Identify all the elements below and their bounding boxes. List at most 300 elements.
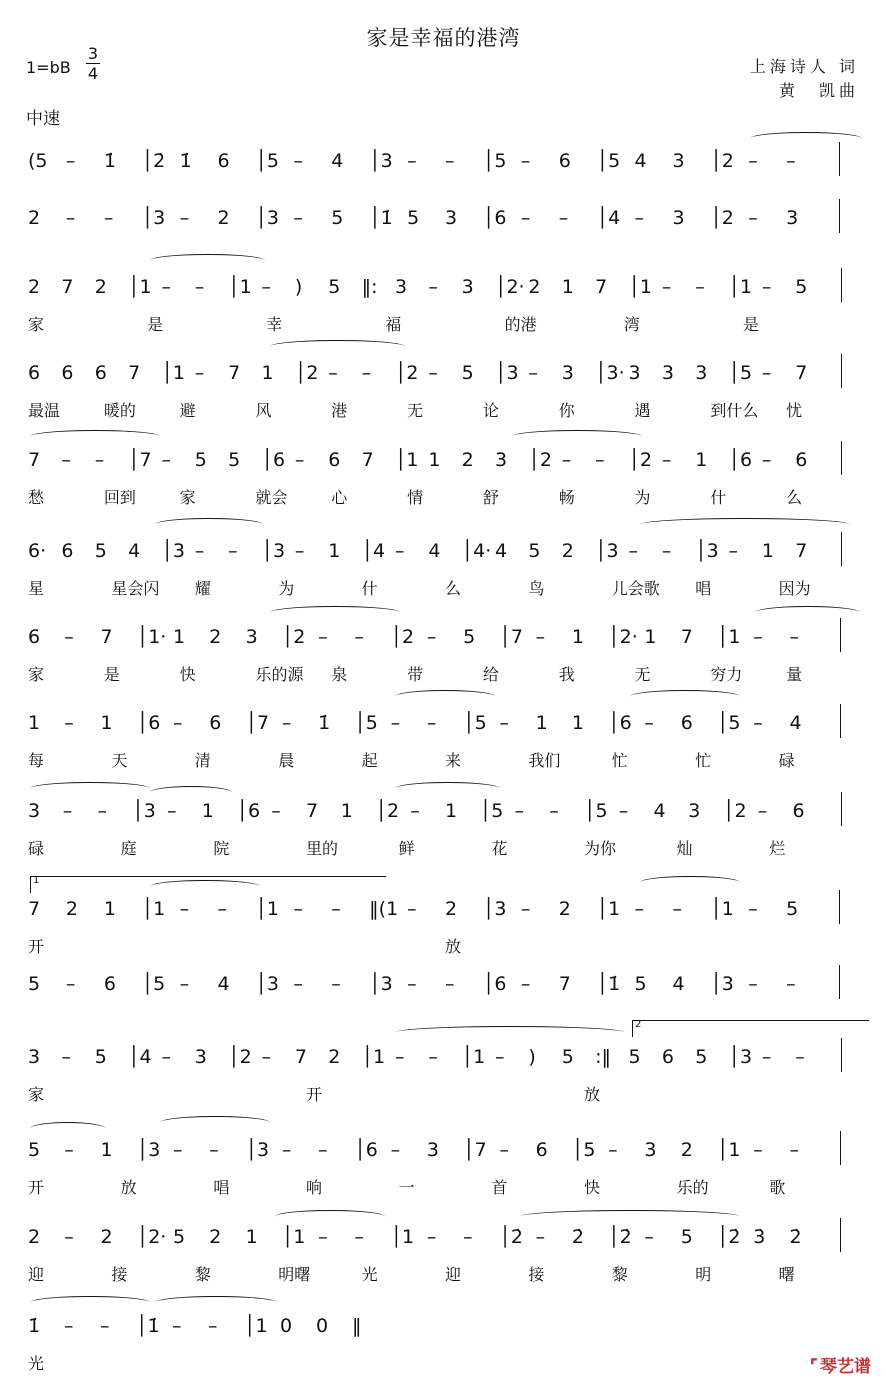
bar-line xyxy=(841,354,842,388)
note: – xyxy=(428,1046,438,1068)
note: │3 xyxy=(161,540,185,562)
note: 7 xyxy=(128,362,141,384)
note: 2 xyxy=(28,276,41,298)
lyric-syllable: 忧 xyxy=(786,401,803,420)
lyric-syllable: 明 xyxy=(695,1265,712,1284)
note: 0 xyxy=(316,1315,329,1337)
note: 7 xyxy=(361,449,374,471)
bar-line xyxy=(840,1131,841,1165)
lyrics-line xyxy=(0,934,887,954)
note: 2 xyxy=(217,207,230,229)
note: 2 xyxy=(328,1046,341,1068)
note: – xyxy=(661,449,672,471)
notes-line xyxy=(0,1315,887,1341)
note: – xyxy=(672,898,682,920)
note: │1 xyxy=(596,898,621,920)
lyric-syllable: 风 xyxy=(255,401,272,420)
note: – xyxy=(520,973,531,995)
note: – xyxy=(281,712,292,734)
volta-bracket xyxy=(632,1020,869,1037)
slur-arc xyxy=(270,340,405,353)
note: – xyxy=(728,540,739,562)
lyric-syllable: 回到 xyxy=(103,488,136,507)
note: │6 xyxy=(482,207,507,229)
note: 4 xyxy=(789,712,802,734)
note: – xyxy=(786,973,796,995)
lyric-syllable: 乐的 xyxy=(676,1178,709,1197)
note: │3 xyxy=(369,150,393,172)
slur-arc xyxy=(640,518,850,531)
notes-line xyxy=(0,626,887,652)
lyrics-line xyxy=(0,485,887,505)
note: – xyxy=(520,150,531,172)
note: 3 xyxy=(394,276,408,298)
note: │2̇ xyxy=(608,1226,632,1248)
note: – xyxy=(64,712,74,734)
lyric-syllable: 么 xyxy=(786,488,803,507)
lyric-syllable: 是 xyxy=(147,315,164,334)
note: – xyxy=(103,207,114,229)
note: │3 xyxy=(245,1139,270,1161)
note: – xyxy=(789,1139,799,1161)
note: ‖ xyxy=(352,1315,362,1337)
note: – xyxy=(390,1139,401,1161)
note: 5 xyxy=(173,1226,186,1248)
slur-arc xyxy=(30,430,160,443)
lyric-syllable: 响 xyxy=(306,1178,323,1197)
notes-line xyxy=(0,1046,887,1072)
note: │5 xyxy=(482,150,507,172)
note: 3 xyxy=(245,626,258,648)
note: 1 xyxy=(261,362,274,384)
note: – xyxy=(428,276,438,298)
lyric-syllable: 情 xyxy=(407,488,424,507)
lyric-syllable: 曙 xyxy=(778,1265,795,1284)
lyric-syllable: 什 xyxy=(361,579,378,598)
note: 6 xyxy=(28,362,41,384)
lyric-syllable: 唱 xyxy=(213,1178,230,1197)
note: – xyxy=(795,1046,805,1068)
note: 5 xyxy=(795,276,808,298)
lyric-syllable: 首 xyxy=(491,1178,508,1197)
note: 3 xyxy=(786,207,799,229)
lyric-syllable: 儿会歌 xyxy=(611,579,660,598)
note: │2 xyxy=(228,1046,252,1068)
note: – xyxy=(445,150,455,172)
note: – xyxy=(194,540,205,562)
note: 4 xyxy=(495,540,508,562)
lyric-syllable: 花 xyxy=(491,839,508,858)
note: │2 xyxy=(375,800,400,822)
lyric-syllable: 迎 xyxy=(445,1265,462,1284)
lyric-syllable: 迎 xyxy=(28,1265,45,1284)
slur-arc xyxy=(160,1116,270,1129)
note: – xyxy=(520,898,531,920)
page-title: 家是幸福的港湾 xyxy=(366,26,521,50)
lyricist-credit: 上海诗人 词 xyxy=(749,57,859,76)
note: 6 xyxy=(103,973,116,995)
note: │5 xyxy=(141,973,166,995)
note: 1 xyxy=(103,898,116,920)
note: – xyxy=(748,207,758,229)
lyric-syllable: 光 xyxy=(28,1354,45,1373)
slur-arc xyxy=(270,606,400,619)
notes-line xyxy=(0,1139,887,1165)
lyric-syllable: 鲜 xyxy=(398,839,415,858)
note: 5 xyxy=(463,626,476,648)
lyric-syllable: 无 xyxy=(634,665,651,684)
lyric-syllable: 起 xyxy=(361,751,378,770)
note: │3 xyxy=(132,800,156,822)
note: │2̇ xyxy=(716,1226,741,1248)
note: 2 xyxy=(528,276,541,298)
note: – xyxy=(748,150,758,172)
note: │1 xyxy=(128,276,152,298)
note: 7 xyxy=(558,973,571,995)
note: │1 xyxy=(461,1046,486,1068)
lyric-syllable: 论 xyxy=(482,401,499,420)
note: 3 xyxy=(461,276,474,298)
note: 5 xyxy=(634,973,647,995)
lyric-syllable: 灿 xyxy=(676,839,693,858)
slur-arc xyxy=(30,782,150,795)
note: 5 xyxy=(228,449,241,471)
note: │1̇ xyxy=(136,1315,160,1337)
note: 5 xyxy=(407,207,420,229)
note: 6 xyxy=(61,362,74,384)
lyric-syllable: 开 xyxy=(306,1085,323,1104)
note: – xyxy=(167,800,177,822)
note: │6 xyxy=(354,1139,378,1161)
lyric-syllable: 是 xyxy=(103,665,120,684)
note: ‖: xyxy=(361,276,378,298)
lyric-syllable: 遇 xyxy=(634,401,651,420)
note: – xyxy=(407,150,417,172)
lyric-syllable: 烂 xyxy=(769,839,786,858)
notes-line xyxy=(0,207,887,233)
lyric-syllable: 晨 xyxy=(278,751,295,770)
note: │1 xyxy=(628,276,652,298)
lyric-syllable: 黎 xyxy=(611,1265,628,1284)
lyric-syllable: 避 xyxy=(179,401,196,420)
lyric-syllable: 乐的源 xyxy=(255,665,304,684)
lyric-syllable: 我们 xyxy=(528,751,561,770)
lyric-syllable: 一 xyxy=(398,1178,415,1197)
note: 5 xyxy=(28,1139,41,1161)
lyric-syllable: 快 xyxy=(179,665,196,684)
slur-arc xyxy=(520,1210,740,1223)
lyric-syllable: 家 xyxy=(179,488,196,507)
note: │2 xyxy=(390,626,415,648)
slur-arc xyxy=(155,518,263,531)
lyric-syllable: 穷力 xyxy=(710,665,743,684)
note: – xyxy=(695,276,705,298)
notes-line xyxy=(0,898,887,924)
note: 6 xyxy=(792,800,805,822)
lyric-syllable: 什 xyxy=(710,488,727,507)
lyric-syllable: 给 xyxy=(482,665,499,684)
lyrics-line xyxy=(0,1175,887,1195)
lyric-syllable: 来 xyxy=(445,751,462,770)
note: 2 xyxy=(65,898,78,920)
note: – xyxy=(318,626,328,648)
note: │3 xyxy=(136,1139,161,1161)
note: – xyxy=(293,150,303,172)
lyric-syllable: 放 xyxy=(120,1178,137,1197)
note: 7 xyxy=(61,276,74,298)
lyric-syllable: 接 xyxy=(111,1265,128,1284)
note: │1 xyxy=(394,449,419,471)
note: 7 xyxy=(294,1046,307,1068)
note: – xyxy=(753,1139,763,1161)
lyric-syllable: 里的 xyxy=(306,839,339,858)
note: │6 xyxy=(728,449,753,471)
note: – xyxy=(757,800,768,822)
note: 6 xyxy=(217,150,230,172)
composer-credit: 黄 凯曲 xyxy=(778,81,859,100)
note: – xyxy=(194,276,205,298)
note: – xyxy=(535,626,546,648)
note: 5 xyxy=(94,540,107,562)
note: – xyxy=(328,362,338,384)
note: │3 xyxy=(695,540,719,562)
note: – xyxy=(217,898,228,920)
slur-arc xyxy=(750,132,862,145)
note: – xyxy=(173,1139,183,1161)
lyric-syllable: 心 xyxy=(331,488,348,507)
note: – xyxy=(354,626,364,648)
note: │5 xyxy=(479,800,504,822)
note: 4 xyxy=(672,973,685,995)
lyric-syllable: 放 xyxy=(445,937,462,956)
note: 3 xyxy=(445,207,458,229)
lyric-syllable: 你 xyxy=(558,401,575,420)
note: │6 xyxy=(261,449,286,471)
note: – xyxy=(753,626,763,648)
note: :‖ xyxy=(595,1046,612,1068)
note: 1̇ xyxy=(179,150,192,172)
note: │2· xyxy=(136,1226,167,1248)
bar-line xyxy=(840,1218,841,1252)
note: │3 xyxy=(261,540,286,562)
note: │2 xyxy=(281,626,306,648)
bar-line xyxy=(841,1038,842,1072)
note: 2̇ xyxy=(571,1226,584,1248)
note: – xyxy=(558,207,569,229)
note: │7 xyxy=(245,712,270,734)
note: │5 xyxy=(571,1139,596,1161)
note: – xyxy=(634,207,645,229)
note: │2 xyxy=(294,362,319,384)
note: 3 xyxy=(661,362,674,384)
note: 5 xyxy=(680,1226,693,1248)
note: 2 xyxy=(461,449,474,471)
bar-line xyxy=(839,142,840,176)
note: – xyxy=(179,898,190,920)
note: – xyxy=(64,1315,74,1337)
slur-arc xyxy=(30,1296,150,1309)
note: – xyxy=(549,800,559,822)
note: 0 xyxy=(280,1315,293,1337)
note: – xyxy=(331,898,341,920)
note: │2 xyxy=(628,449,652,471)
note: 1̇ xyxy=(28,1315,41,1337)
note: – xyxy=(194,362,205,384)
lyric-syllable: 明曙 xyxy=(278,1265,311,1284)
note: 5 xyxy=(194,449,207,471)
note: 6 xyxy=(795,449,808,471)
note: │5 xyxy=(584,800,608,822)
note: 6 xyxy=(209,712,222,734)
note: – xyxy=(514,800,524,822)
lyric-syllable: 我 xyxy=(558,665,575,684)
note: │5 xyxy=(354,712,378,734)
note: 1 xyxy=(695,449,708,471)
note: │3 xyxy=(369,973,393,995)
lyric-syllable: 清 xyxy=(194,751,211,770)
lyric-syllable: 碌 xyxy=(778,751,795,770)
note: – xyxy=(179,207,190,229)
note: 2 xyxy=(100,1226,113,1248)
note: – xyxy=(354,1226,364,1248)
slur-arc xyxy=(512,430,642,443)
lyric-syllable: 最温 xyxy=(28,401,61,420)
lyric-syllable: 天 xyxy=(111,751,128,770)
lyrics-line xyxy=(0,662,887,682)
note: │6 xyxy=(482,973,507,995)
note: │5 xyxy=(255,150,279,172)
lyric-syllable: 庭 xyxy=(120,839,137,858)
note: – xyxy=(595,449,605,471)
note: │7 xyxy=(499,626,523,648)
note: 5 xyxy=(561,1046,574,1068)
slur-arc xyxy=(755,606,860,619)
note: │1 xyxy=(244,1315,268,1337)
note: – xyxy=(293,898,303,920)
note: – xyxy=(281,1139,292,1161)
note: │4 xyxy=(128,1046,152,1068)
note: 4 xyxy=(331,150,344,172)
note: – xyxy=(318,1139,328,1161)
brand-icon: ⌜ xyxy=(809,1356,818,1377)
lyric-syllable: 福 xyxy=(385,315,402,334)
note: – xyxy=(644,1226,654,1248)
note: – xyxy=(161,449,171,471)
notes-line xyxy=(0,150,887,176)
note: │2 xyxy=(710,207,734,229)
lyrics-line xyxy=(0,1082,887,1102)
note: 1̇ xyxy=(318,712,331,734)
lyric-syllable: 星会闪 xyxy=(111,579,160,598)
note: │2̇ xyxy=(499,1226,523,1248)
bar-line xyxy=(841,441,842,475)
note: │2 xyxy=(723,800,747,822)
lyric-syllable: 开 xyxy=(28,937,45,956)
lyric-syllable: 幸 xyxy=(266,315,283,334)
note: 7 xyxy=(680,626,693,648)
note: 7 xyxy=(306,800,319,822)
time-signature-top: 3 xyxy=(87,44,99,63)
note: – xyxy=(499,1139,509,1161)
note: – xyxy=(644,712,654,734)
note: │3 xyxy=(710,973,734,995)
bar-line xyxy=(841,792,842,826)
note: 2 xyxy=(680,1139,693,1161)
note: – xyxy=(65,973,76,995)
lyric-syllable: 带 xyxy=(407,665,424,684)
note: 6 xyxy=(535,1139,548,1161)
note: – xyxy=(294,540,305,562)
note: – xyxy=(753,712,763,734)
note: │1̇ xyxy=(369,207,393,229)
note: │3 xyxy=(255,973,279,995)
note: 1 xyxy=(245,1226,258,1248)
lyric-syllable: 就会 xyxy=(255,488,288,507)
note: (5 xyxy=(28,150,48,172)
volta-bracket xyxy=(30,876,386,893)
note: – xyxy=(463,1226,473,1248)
note: │5 xyxy=(596,150,621,172)
lyric-syllable: 湾 xyxy=(623,315,640,334)
bar-line xyxy=(839,965,840,999)
note: – xyxy=(428,362,438,384)
lyric-syllable: 的港 xyxy=(504,315,537,334)
note: 2 xyxy=(558,898,571,920)
note: │3· xyxy=(595,362,625,384)
note: – xyxy=(179,973,190,995)
note: │3 xyxy=(495,362,519,384)
note: 3 xyxy=(644,1139,657,1161)
note: │4· xyxy=(461,540,492,562)
slur-arc xyxy=(630,690,740,703)
bar-line xyxy=(839,199,840,233)
note: – xyxy=(94,449,105,471)
key-signature: 1=bB xyxy=(26,58,71,77)
note: 3 xyxy=(561,362,574,384)
note: 2 xyxy=(209,626,222,648)
note: – xyxy=(64,626,74,648)
note: 7 xyxy=(228,362,241,384)
note: 3 xyxy=(628,362,641,384)
note: 5 xyxy=(695,1046,708,1068)
lyric-syllable: 畅 xyxy=(558,488,575,507)
note: – xyxy=(618,800,629,822)
note: – xyxy=(410,800,420,822)
note: – xyxy=(228,540,238,562)
note: – xyxy=(426,626,437,648)
note: 6 xyxy=(680,712,693,734)
notes-line xyxy=(0,712,887,738)
note: – xyxy=(208,1315,218,1337)
note: 2 xyxy=(445,898,458,920)
note: │3 xyxy=(141,207,166,229)
note: 4 xyxy=(128,540,141,562)
note: – xyxy=(561,449,572,471)
lyric-syllable: 耀 xyxy=(194,579,211,598)
lyric-syllable: 泉 xyxy=(331,665,348,684)
note: 6 xyxy=(558,150,571,172)
note: 7 xyxy=(795,540,808,562)
note: – xyxy=(394,1046,405,1068)
lyric-syllable: 放 xyxy=(584,1085,601,1104)
note: – xyxy=(173,712,183,734)
note: – xyxy=(331,973,341,995)
note: ) xyxy=(294,276,303,298)
slur-arc xyxy=(395,690,495,703)
note: – xyxy=(172,1315,182,1337)
bar-line xyxy=(841,268,842,302)
note: 3 xyxy=(695,362,708,384)
